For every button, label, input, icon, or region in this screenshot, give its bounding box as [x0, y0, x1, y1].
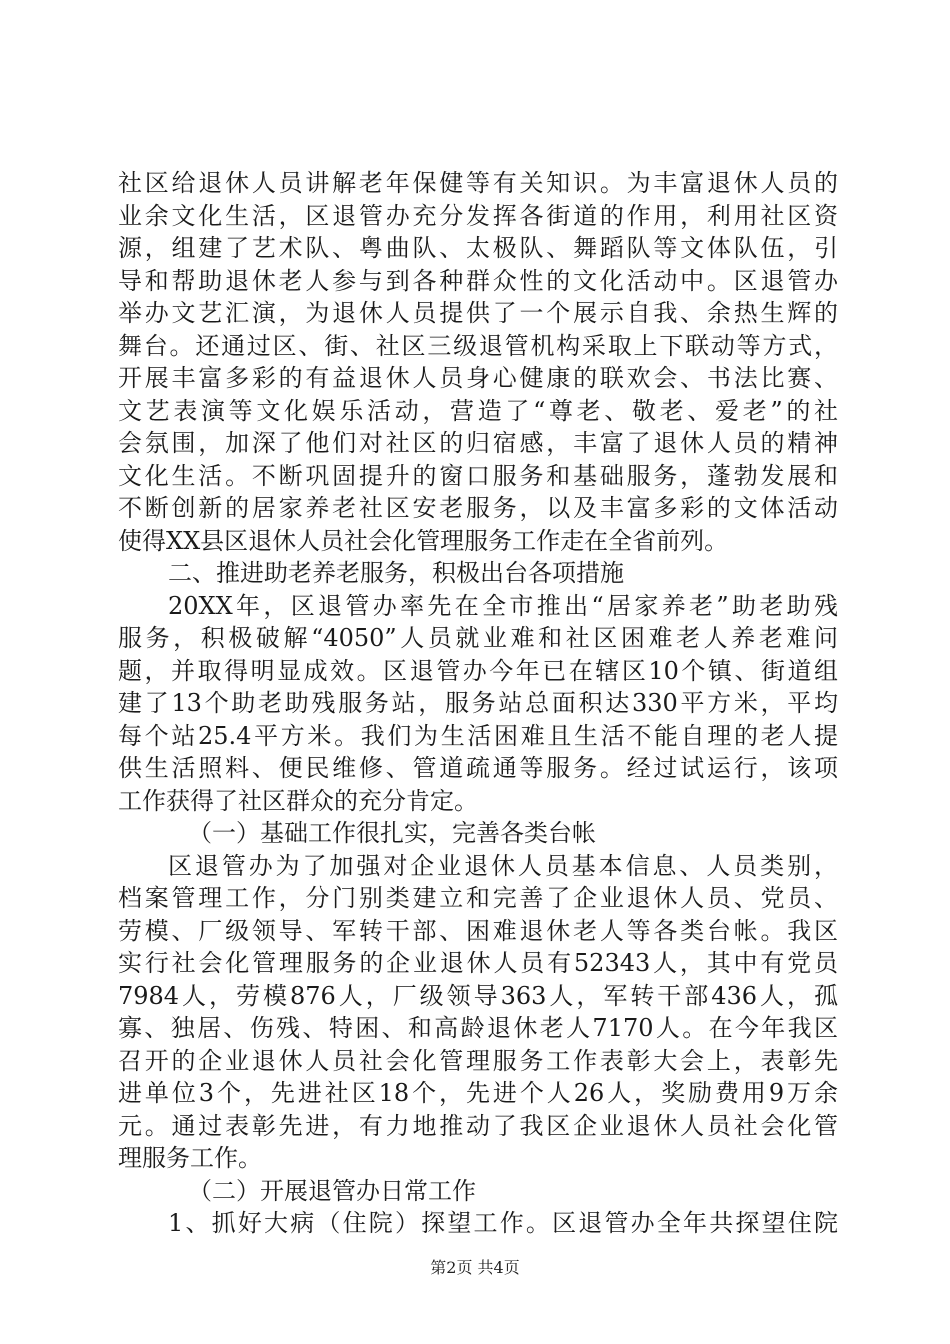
body-line: 舞台。还通过区、街、社区三级退管机构采取上下联动等方式， — [118, 331, 838, 360]
body-line: 导和帮助退休老人参与到各种群众性的文化活动中。区退管办 — [118, 266, 838, 295]
body-line: 20XX年，区退管办率先在全市推出“居家养老”助老助残 — [168, 591, 838, 620]
body-line: 服务，积极破解“4050”人员就业难和社区困难老人养老难问 — [118, 624, 838, 652]
body-line: 会氛围，加深了他们对社区的归宿感，丰富了退休人员的精神 — [118, 429, 838, 457]
body-line: 理服务工作。 — [118, 1144, 262, 1172]
body-line: 题，并取得明显成效。区退管办今年已在辖区10个镇、街道组 — [118, 656, 838, 685]
body-line: 供生活照料、便民维修、管道疏通等服务。经过试运行，该项 — [118, 754, 838, 782]
body-line: 每个站25.4平方米。我们为生活困难且生活不能自理的老人提 — [118, 721, 838, 750]
document-body — [118, 167, 838, 1240]
body-line: 档案管理工作，分门别类建立和完善了企业退休人员、党员、 — [118, 884, 838, 912]
body-line: 开展丰富多彩的有益退休人员身心健康的联欢会、书法比赛、 — [118, 364, 838, 392]
section-heading: 二、推进助老养老服务，积极出台各项措施 — [168, 559, 624, 587]
body-line: 源，组建了艺术队、粤曲队、太极队、舞蹈队等文体队伍，引 — [118, 234, 838, 262]
body-line: 文艺表演等文化娱乐活动，营造了“尊老、敬老、爱老”的社 — [118, 396, 838, 425]
subsection-heading: （二）开展退管办日常工作 — [188, 1176, 476, 1205]
body-line: 寡、独居、伤残、特困、和高龄退休老人7170人。在今年我区 — [118, 1014, 838, 1042]
body-line: 1、抓好大病（住院）探望工作。区退管办全年共探望住院 — [168, 1209, 838, 1237]
body-line: 社区给退休人员讲解老年保健等有关知识。为丰富退休人员的 — [118, 169, 838, 197]
subsection-heading: （一）基础工作很扎实，完善各类台帐 — [188, 819, 596, 847]
body-line: 文化生活。不断巩固提升的窗口服务和基础服务，蓬勃发展和 — [118, 461, 838, 490]
page-footer: 第2页 共4页 — [430, 1258, 520, 1277]
body-line: 元。通过表彰先进，有力地推动了我区企业退休人员社会化管 — [118, 1111, 838, 1140]
body-line: 实行社会化管理服务的企业退休人员有52343人，其中有党员 — [118, 949, 838, 977]
body-line: 7984人，劳模876人，厂级领导363人，军转干部436人，孤 — [118, 981, 838, 1010]
body-line: 使得XX县区退休人员社会化管理服务工作走在全省前列。 — [118, 526, 729, 555]
body-line: 业余文化生活，区退管办充分发挥各街道的作用，利用社区资 — [118, 201, 838, 230]
body-line: 建了13个助老助残服务站，服务站总面积达330平方米，平均 — [118, 689, 838, 717]
body-line: 区退管办为了加强对企业退休人员基本信息、人员类别， — [168, 851, 838, 880]
body-line: 不断创新的居家养老社区安老服务，以及丰富多彩的文体活动 — [118, 494, 838, 522]
body-line: 工作获得了社区群众的充分肯定。 — [118, 786, 478, 815]
body-line: 劳模、厂级领导、军转干部、困难退休老人等各类台帐。我区 — [118, 916, 838, 945]
body-line: 举办文艺汇演，为退休人员提供了一个展示自我、余热生辉的 — [118, 299, 838, 327]
body-line: 召开的企业退休人员社会化管理服务工作表彰大会上，表彰先 — [118, 1046, 838, 1075]
body-line: 进单位3个，先进社区18个，先进个人26人，奖励费用9万余 — [118, 1079, 838, 1107]
